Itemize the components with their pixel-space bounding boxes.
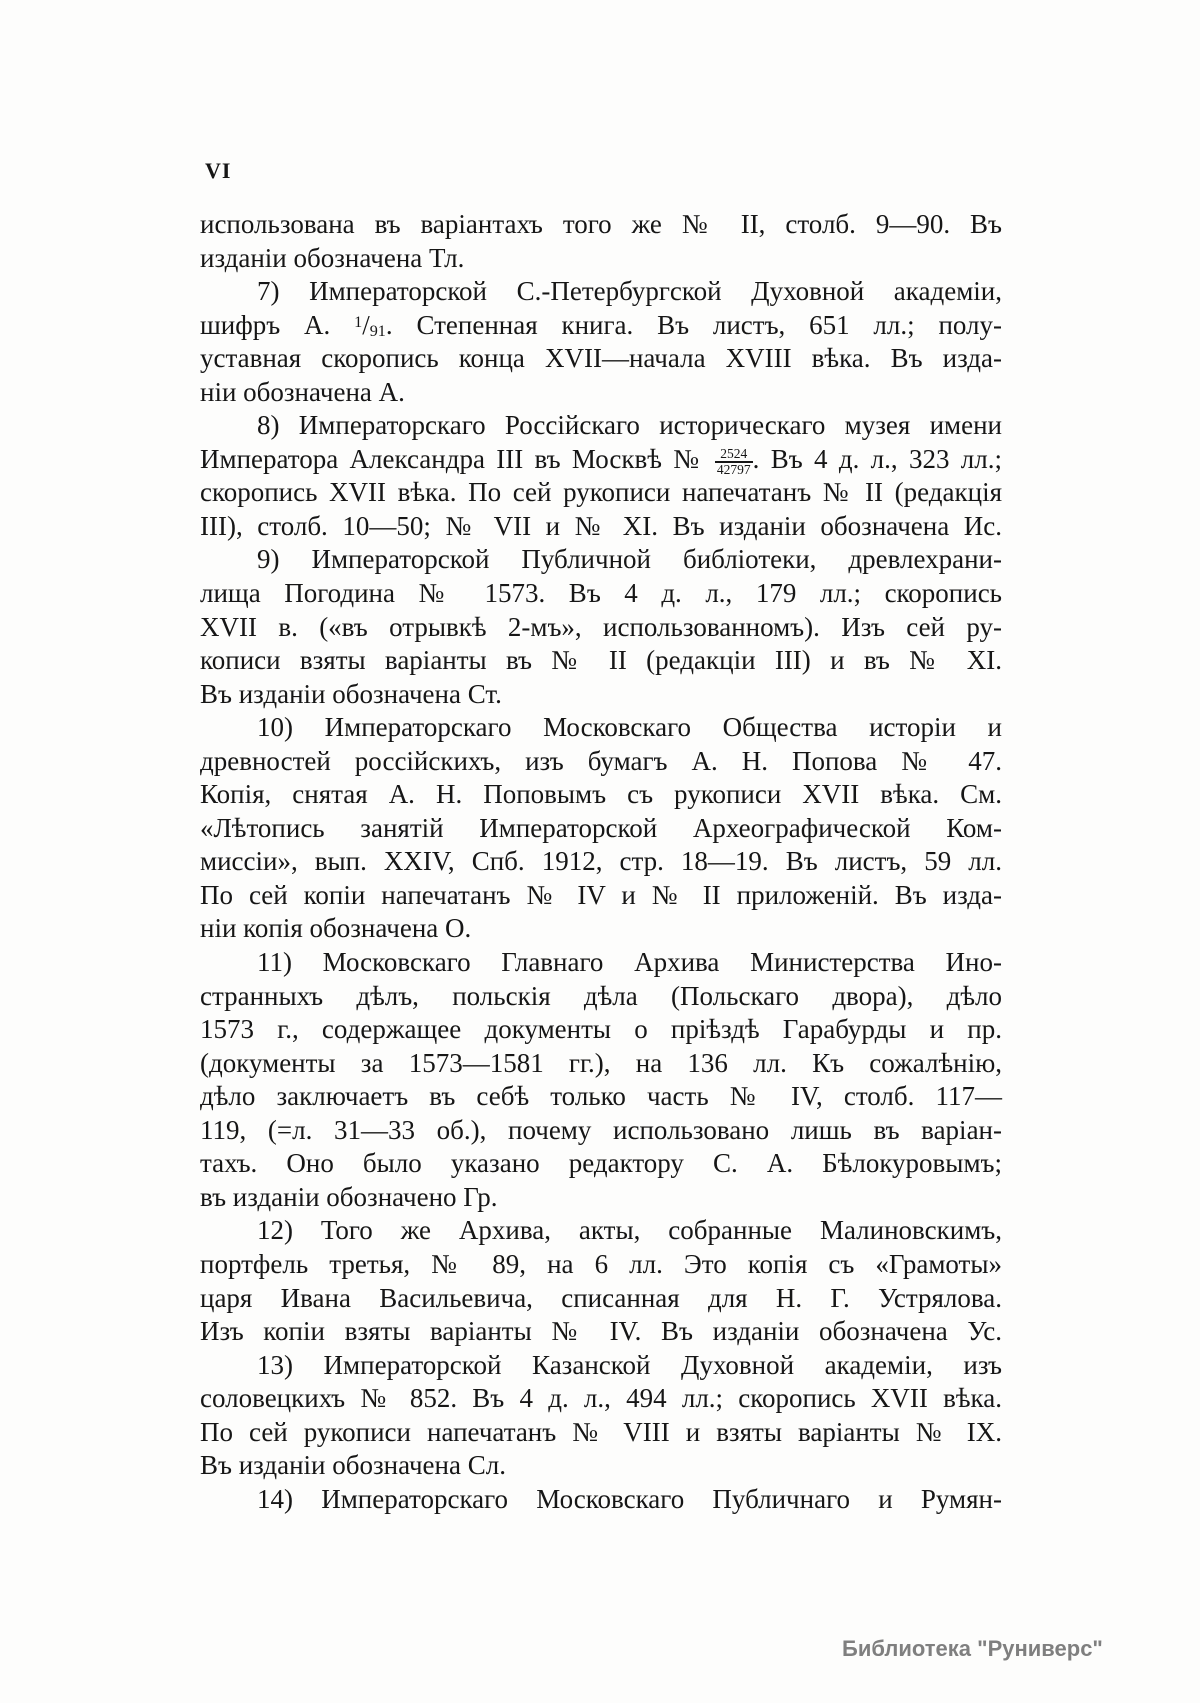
- text-line: 8) Императорскаго Россійскаго историческаго музея имени: [257, 410, 1002, 441]
- fraction-numerator: 2524: [720, 445, 748, 461]
- page-number: VI: [205, 158, 232, 183]
- text-line: тахъ. Оно было указано редактору С. А. Бѣлокуровымъ;: [200, 1148, 1002, 1179]
- text-line: 12) Того же Архива, акты, собранные Малиновскимъ,: [257, 1215, 1002, 1246]
- text-line: 14) Императорскаго Московскаго Публичнаго и Румян-: [257, 1483, 1002, 1514]
- text-line: Въ изданіи обозначена Ст.: [200, 678, 502, 709]
- text-line: уставная скоропись конца XVII—начала XVIII вѣка. Въ изда-: [200, 343, 1002, 374]
- text-line: древностей россійскихъ, изъ бумагъ А. Н. Попова № 47.: [200, 745, 1002, 776]
- text-line: кописи взяты варіанты въ № II (редакціи III) и въ № XI.: [200, 645, 1002, 676]
- text-line: странныхъ дѣлъ, польскія дѣла (Польскаго двора), дѣло: [200, 980, 1002, 1011]
- text-line: шифръ А. $^1/_{91}$. Степенная книга. Въ листъ, 651 лл.; полу-: [200, 309, 1003, 340]
- library-watermark: Библиотека "Руниверс": [842, 1636, 1103, 1661]
- text-line: 7) Императорской С.-Петербургской Духовной академіи,: [257, 276, 1002, 307]
- text-line: портфель третья, № 89, на 6 лл. Это копія съ «Грамоты»: [200, 1248, 1002, 1279]
- text-line: 10) Императорскаго Московскаго Общества исторіи и: [257, 712, 1002, 743]
- text-line: 119, (=л. 31—33 об.), почему использовано лишь въ варіан-: [200, 1114, 1002, 1145]
- stacked-fraction: [715, 447, 753, 478]
- fraction-denominator: 42797: [716, 462, 751, 478]
- text-line: ніи обозначена А.: [200, 376, 405, 407]
- text-line: Изъ копіи взяты варіанты № IV. Въ изданіи обозначена Ус.: [200, 1316, 1002, 1347]
- text-line: По сей рукописи напечатанъ № VIII и взяты варіанты № IX.: [200, 1416, 1002, 1447]
- text-line: въ изданіи обозначено Гр.: [200, 1181, 498, 1212]
- text-line: 13) Императорской Казанской Духовной академіи, изъ: [257, 1349, 1002, 1380]
- text-line: царя Ивана Васильевича, списанная для Н. Г. Устрялова.: [200, 1282, 1002, 1313]
- text-line: использована въ варіантахъ того же № II, столб. 9—90. Въ: [200, 209, 1002, 239]
- text-line: ніи копія обозначена О.: [200, 913, 472, 944]
- text-line: соловецкихъ № 852. Въ 4 д. л., 494 лл.; скоропись XVII вѣка.: [200, 1383, 1002, 1414]
- text-line: миссіи», вып. XXIV, Спб. 1912, стр. 18—19. Въ листъ, 59 лл.: [200, 846, 1002, 877]
- text-line: 9) Императорской Публичной библіотеки, древлехрани-: [257, 544, 1002, 575]
- text-line: 11) Московскаго Главнаго Архива Министерства Ино-: [257, 947, 1002, 978]
- text-line: 1573 г., содержащее документы о пріѣздѣ Гарабурды и пр.: [200, 1014, 1002, 1045]
- text-line: По сей копіи напечатанъ № IV и № II приложеній. Въ изда-: [200, 879, 1002, 910]
- shelfmark-denominator: 91: [369, 321, 386, 340]
- text-line: III), столб. 10—50; № VII и № XI. Въ изданіи обозначена Ис.: [200, 510, 1002, 541]
- text-line: лища Погодина № 1573. Въ 4 д. л., 179 лл.; скоропись: [200, 578, 1002, 609]
- text-line: «Лѣтопись занятій Императорской Археографической Ком-: [200, 812, 1002, 843]
- text-line: изданіи обозначена Тл.: [200, 242, 465, 273]
- text-line: скоропись XVII вѣка. По сей рукописи напечатанъ № II (редакція: [200, 477, 1002, 508]
- text-line: Копія, снятая А. Н. Поповымъ съ рукописи XVII вѣка. См.: [200, 779, 1002, 810]
- text-line: Въ изданіи обозначена Сл.: [200, 1450, 506, 1481]
- text-line: Императора Александра III въ Москвѣ № $\frac{2524}{42797}$ . Въ 4 д. л., 323 лл.;: [200, 443, 1002, 478]
- shelfmark-numerator: 1: [354, 312, 363, 331]
- page-text: [200, 208, 1002, 1516]
- text-line: XVII в. («въ отрывкѣ 2-мъ», использованномъ). Изъ сей ру-: [200, 611, 1002, 642]
- text-line: дѣло заключаетъ въ себѣ только часть № IV, столб. 117—: [200, 1081, 1002, 1112]
- text-line: (документы за 1573—1581 гг.), на 136 лл. Къ сожалѣнію,: [200, 1047, 1002, 1078]
